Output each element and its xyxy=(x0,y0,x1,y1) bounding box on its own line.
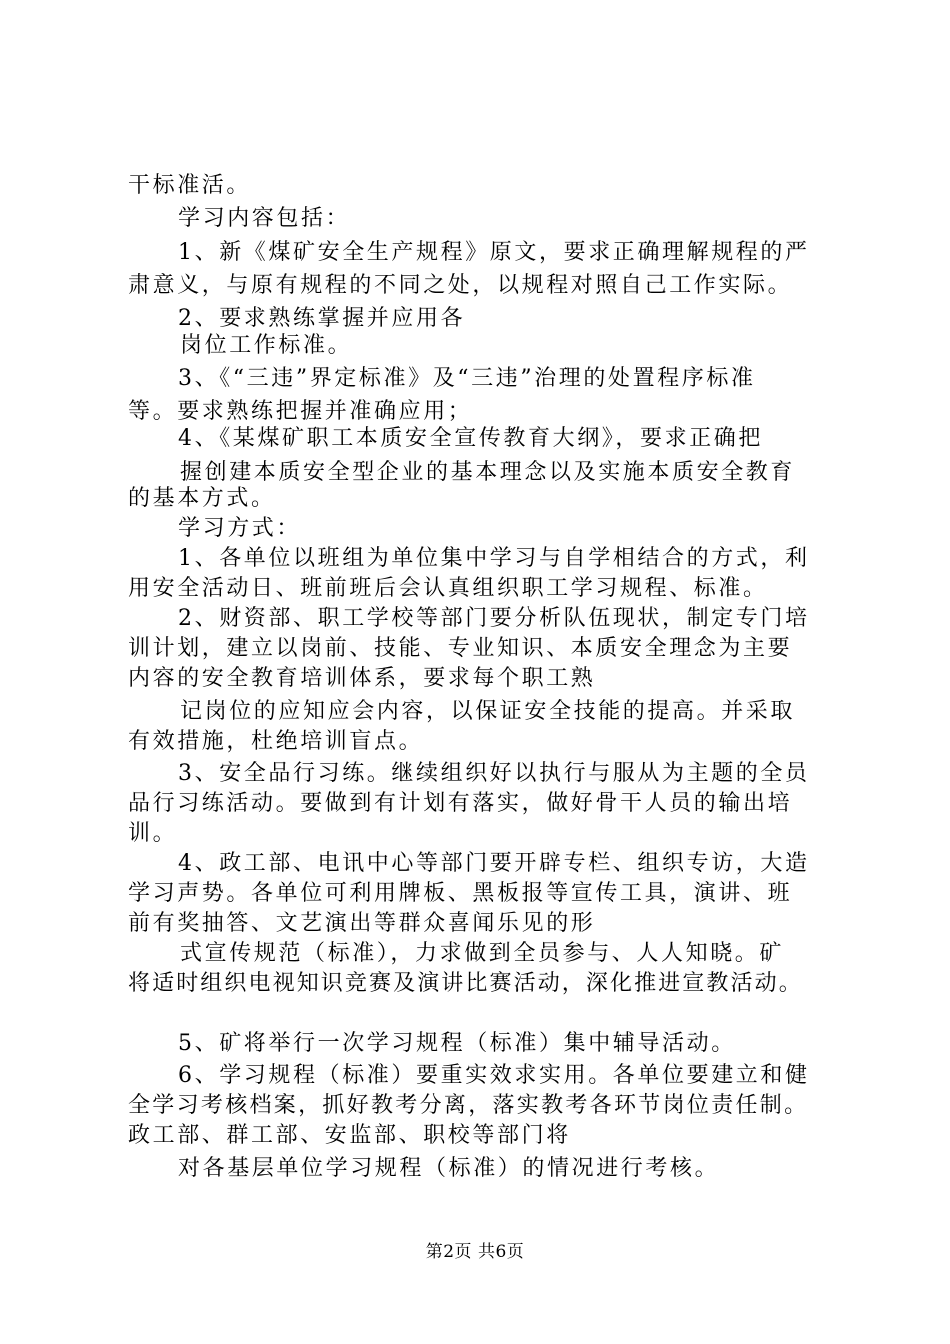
text-line: 4、政工部、电讯中心等部门要开辟专栏、组织专访，大造 xyxy=(178,851,810,876)
text-line: 前有奖抽答、文艺演出等群众喜闻乐见的形 xyxy=(128,911,596,936)
text-line: 内容的安全教育培训体系，要求每个职工熟 xyxy=(128,666,596,691)
text-line: 将适时组织电视知识竞赛及演讲比赛活动，深化推进宣教活动。 xyxy=(128,971,803,996)
text-line: 用安全活动日、班前班后会认真组织职工学习规程、标准。 xyxy=(128,576,768,601)
text-line: 5、矿将举行一次学习规程（标准）集中辅导活动。 xyxy=(178,1031,736,1056)
text-line: 3、《“三违”界定标准》及“三违”治理的处置程序标准 xyxy=(178,366,756,391)
text-line: 全学习考核档案，抓好教考分离，落实教考各环节岗位责任制。 xyxy=(128,1093,809,1118)
text-line: 训。 xyxy=(128,821,178,846)
text-line: 训计划，建立以岗前、技能、专业知识、本质安全理念为主要 xyxy=(128,636,793,661)
text-line: 2、要求熟练掌握并应用各 xyxy=(178,306,466,331)
text-line: 肃意义，与原有规程的不同之处，以规程对照自己工作实际。 xyxy=(128,273,793,298)
text-line: 式宣传规范（标准），力求做到全员参与、人人知晓。矿 xyxy=(180,941,785,966)
text-line: 3、安全品行习练。继续组织好以执行与服从为主题的全员 xyxy=(178,761,810,786)
text-line: 干标准活。 xyxy=(128,173,252,198)
text-line: 学习声势。各单位可利用牌板、黑板报等宣传工具，演讲、班 xyxy=(128,881,793,906)
page-number-footer: 第2页 共6页 xyxy=(425,1242,525,1262)
text-line: 记岗位的应知应会内容，以保证安全技能的提高。并采取 xyxy=(180,699,796,724)
text-line: 对各基层单位学习规程（标准）的情况进行考核。 xyxy=(178,1156,720,1181)
text-line: 学习内容包括： xyxy=(178,206,351,231)
text-line: 等。要求熟练把握并准确应用； xyxy=(128,399,473,424)
text-line: 有效措施，杜绝培训盲点。 xyxy=(128,729,424,754)
text-line: 的基本方式。 xyxy=(128,486,276,511)
text-line: 岗位工作标准。 xyxy=(180,333,353,358)
text-line: 1、各单位以班组为单位集中学习与自学相结合的方式，利 xyxy=(178,546,810,571)
text-line: 学习方式： xyxy=(178,516,302,541)
text-line: 1、新《煤矿安全生产规程》原文，要求正确理解规程的严 xyxy=(178,240,810,265)
text-line: 政工部、群工部、安监部、职校等部门将 xyxy=(128,1123,571,1148)
text-line: 6、学习规程（标准）要重实效求实用。各单位要建立和健 xyxy=(178,1063,810,1088)
text-line: 2、财资部、职工学校等部门要分析队伍现状，制定专门培 xyxy=(178,606,810,631)
text-line: 握创建本质安全型企业的基本理念以及实施本质安全教育 xyxy=(180,460,796,485)
text-line: 4、《某煤矿职工本质安全宣传教育大纲》，要求正确把 xyxy=(178,426,763,451)
text-line: 品行习练活动。要做到有计划有落实，做好骨干人员的输出培 xyxy=(128,791,793,816)
